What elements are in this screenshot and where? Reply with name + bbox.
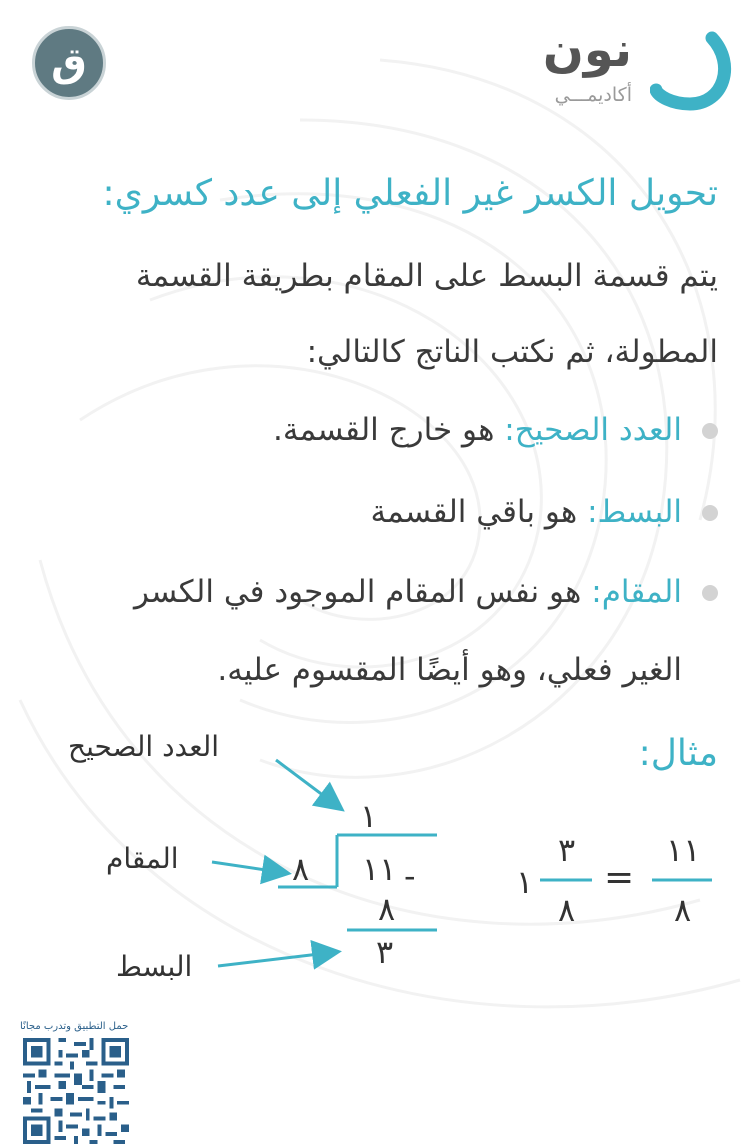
equation-equals-sign: = bbox=[604, 857, 635, 898]
qaf-app-icon[interactable] bbox=[32, 26, 106, 100]
noon-logo-icon bbox=[650, 30, 732, 112]
bullet-denominator bbox=[134, 574, 682, 611]
division-divisor: ٨ bbox=[292, 850, 310, 888]
bullet-dot bbox=[702, 505, 718, 521]
brand-subtitle: أكاديمـــي bbox=[554, 84, 632, 106]
intro-line-2: المطولة، ثم نكتب الناتج كالتالي: bbox=[306, 334, 718, 370]
brand-name: نون bbox=[542, 22, 632, 78]
division-minus-sign: - bbox=[404, 857, 416, 895]
example-label: مثال: bbox=[638, 733, 718, 774]
term-denominator: المقام: bbox=[591, 574, 682, 610]
definition-numerator: هو باقي القسمة bbox=[370, 494, 588, 530]
label-whole-number: العدد الصحيح bbox=[68, 730, 220, 763]
division-dividend: ١١ bbox=[362, 850, 397, 888]
equation-whole-number: ١ bbox=[516, 863, 534, 901]
bullet-denominator-continuation: الغير فعلي، وهو أيضًا المقسوم عليه. bbox=[217, 652, 682, 688]
label-numerator: البسط bbox=[116, 950, 193, 983]
qr-code-icon[interactable] bbox=[22, 1038, 130, 1144]
equation-rhs-numerator: ٣ bbox=[558, 831, 576, 869]
equation-lhs-denominator: ٨ bbox=[674, 891, 692, 929]
term-whole-number: العدد الصحيح: bbox=[504, 412, 682, 448]
intro-line-1: يتم قسمة البسط على المقام بطريقة القسمة bbox=[135, 258, 718, 294]
term-numerator: البسط: bbox=[587, 494, 682, 530]
label-denominator: المقام bbox=[106, 842, 179, 875]
division-subtracted: ٨ bbox=[378, 890, 396, 928]
equation-lhs-numerator: ١١ bbox=[666, 831, 701, 869]
bullet-dot bbox=[702, 423, 718, 439]
equation-rhs-denominator: ٨ bbox=[558, 891, 576, 929]
bullet-numerator bbox=[370, 494, 682, 531]
definition-denominator: هو نفس المقام الموجود في الكسر bbox=[134, 574, 592, 610]
qaf-icon: ق bbox=[51, 40, 87, 86]
division-quotient: ١ bbox=[360, 797, 378, 835]
bullet-dot bbox=[702, 585, 718, 601]
lesson-title: تحويل الكسر غير الفعلي إلى عدد كسري: bbox=[102, 173, 718, 214]
division-remainder: ٣ bbox=[376, 933, 394, 971]
bullet-whole-number bbox=[273, 412, 682, 449]
qr-caption: حمل التطبيق وتدرب مجانًا bbox=[20, 1021, 129, 1032]
definition-whole-number: هو خارج القسمة. bbox=[272, 412, 505, 448]
